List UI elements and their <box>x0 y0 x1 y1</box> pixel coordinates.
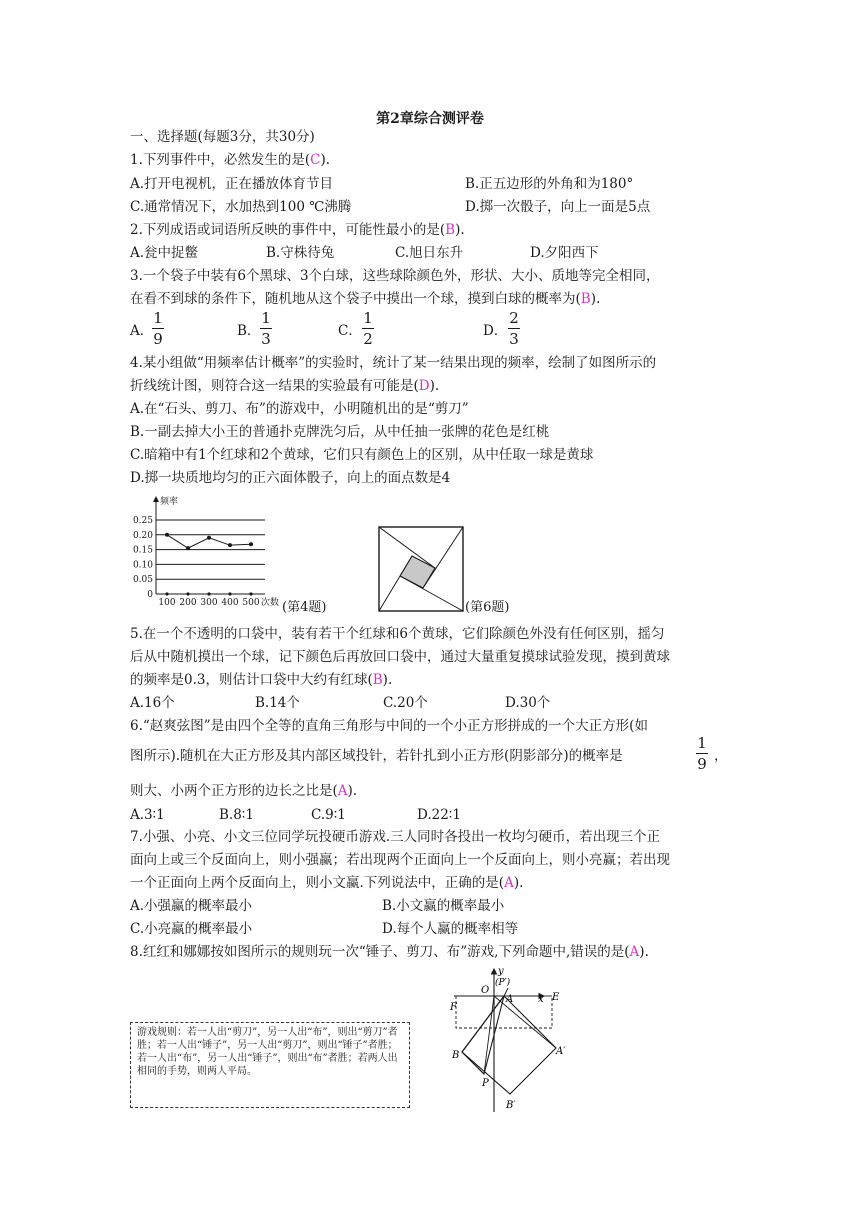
question-2-stem: 2.下列成语或词语所反映的事件中，可能性最小的是(B). <box>130 222 465 238</box>
q1-option-b: B.正五边形的外角和为180° <box>465 176 634 192</box>
chart-x-label: 次数 <box>261 598 280 608</box>
chart-y-tick-label: 0.10 <box>132 560 153 571</box>
question-4-line1: 4.某小组做“用频率估计概率”的实验时，统计了某一结果出现的频率，绘制了如图所示的 <box>130 355 657 371</box>
coordinate-figure <box>448 966 578 1114</box>
question-1-stem: 1.下列事件中，必然发生的是(C). <box>130 152 331 168</box>
label-a: A <box>506 994 514 1005</box>
question-5-line1: 5.在一个不透明的口袋中，装有若干个红球和6个黄球，它们除颜色外没有任何区别，摇匀 <box>130 626 665 642</box>
q3-option-d: D． <box>483 323 508 339</box>
answer-1: C <box>310 152 321 168</box>
question-8-line1: 8.红红和娜娜按如图所示的规则玩一次“锤子、剪刀、布”游戏,下列命题中,错误的是(A). <box>130 944 649 960</box>
q3-fraction-b: 1 3 <box>261 309 271 348</box>
chart-x-tick-dot <box>249 592 252 595</box>
square-oabp <box>462 996 504 1074</box>
question-6-comma: ， <box>714 748 728 764</box>
answer-4: D <box>418 378 430 394</box>
chart-data-point <box>249 542 253 546</box>
q1-option-c: C.通常情况下，水加热到100 ℃沸腾 <box>130 199 352 215</box>
q6-fraction: 1 9 <box>697 734 707 773</box>
chart-y-label: 频率 <box>160 497 179 507</box>
chart-x-tick-dot <box>165 592 168 595</box>
q3-option-b: B． <box>237 323 261 339</box>
chart-data-point <box>228 543 232 547</box>
question-3-line1: 3.一个袋子中装有6个黑球、3个白球，这些球除颜色外，形状、大小、质地等完全相同， <box>130 268 660 284</box>
label-ap: A′ <box>556 1046 566 1057</box>
q3-fraction-a: 1 9 <box>153 309 163 348</box>
chart-data-point <box>165 533 169 537</box>
label-pp: (P′) <box>495 978 511 988</box>
label-e: E <box>552 992 560 1003</box>
label-x: x <box>538 994 544 1005</box>
inner-shaded-square <box>400 556 435 588</box>
chart-x-tick-label: 100 <box>158 598 176 608</box>
chart-x-tick-label: 200 <box>179 598 197 608</box>
chart-y-arrow <box>153 496 159 502</box>
label-bp: B′ <box>506 1100 516 1111</box>
chart-x-tick-dot <box>207 592 210 595</box>
chart-data-point <box>207 536 211 540</box>
frequency-line-chart <box>120 490 300 610</box>
q7-option-b: B.小文赢的概率最小 <box>382 898 505 914</box>
answer-8: A <box>629 944 640 960</box>
q6-option-d: D.22∶1 <box>417 807 461 823</box>
chart-y-tick-label: 0 <box>147 590 153 600</box>
q3-option-c: C． <box>338 323 362 339</box>
figure-6-caption: (第6题) <box>465 600 510 615</box>
q2-option-c: C.旭日东升 <box>395 245 464 261</box>
q4-option-d: D.掷一块质地均匀的正六面体骰子，向上的面点数是4 <box>130 470 451 486</box>
zhao-shuang-diagram <box>378 526 464 612</box>
q2-option-d: D.夕阳西下 <box>530 245 599 261</box>
chart-x-tick-label: 400 <box>221 598 239 608</box>
q7-option-d: D.每个人赢的概率相等 <box>382 921 519 937</box>
game-rules-box: 游戏规则：若一人出“剪刀”，另一人出“布”，则出“剪刀”者胜；若一人出“锤子”，另一人出“剪刀”，则出“锤子”者胜；若一人出“布”，另一人出“锤子”，则出“布”者胜；若两人出相同的手势，则两人平局。 <box>130 1022 410 1108</box>
q5-option-b: B.14个 <box>255 695 300 711</box>
q4-option-a: A.在“石头、剪刀、布”的游戏中，小明随机出的是“剪刀” <box>130 401 469 417</box>
answer-2: B <box>445 222 456 238</box>
q3-fraction-d: 2 3 <box>509 309 519 348</box>
label-b: B <box>452 1050 460 1061</box>
page-title: 第2章综合测评卷 <box>376 111 484 127</box>
q2-option-b: B.守株待兔 <box>266 245 335 261</box>
label-o: O <box>481 985 490 996</box>
chart-y-tick-label: 0.20 <box>132 530 153 541</box>
chart-x-tick-dot <box>186 592 189 595</box>
chart-data-point <box>186 546 190 550</box>
q3-option-a: A． <box>130 323 154 339</box>
q5-option-c: C.20个 <box>383 695 428 711</box>
question-5-line3: 的频率是0.3，则估计口袋中大约有红球(B). <box>130 672 393 688</box>
question-6-line1: 6.“赵爽弦图”是由四个全等的直角三角形与中间的一个小正方形拼成的一个大正方形(如 <box>130 718 648 734</box>
chart-y-tick-label: 0.25 <box>132 516 153 526</box>
q5-option-d: D.30个 <box>505 695 551 711</box>
question-7-line3: 一个正面向上两个反面向上，则小文赢.下列说法中，正确的是(A). <box>130 875 524 891</box>
chart-x-tick-dot <box>228 592 231 595</box>
figure-4-caption: (第4题) <box>282 600 327 615</box>
answer-7: A <box>504 875 514 891</box>
q4-option-b: B.一副去掉大小王的普通扑克牌洗匀后，从中任抽一张牌的花色是红桃 <box>130 424 550 440</box>
q5-option-a: A.16个 <box>130 695 175 711</box>
q7-option-a: A.小强赢的概率最小 <box>130 898 253 914</box>
question-6-line2: 图所示).随机在大正方形及其内部区域投针，若针扎到小正方形(阴影部分)的概率是 <box>130 748 623 764</box>
question-5-line2: 后从中随机摸出一个球，记下颜色后再放回口袋中，通过大量重复摸球试验发现，摸到黄球 <box>130 649 670 665</box>
label-y: y <box>498 966 504 977</box>
label-f: F <box>450 1002 457 1013</box>
answer-6: A <box>337 783 348 799</box>
q6-option-b: B.8∶1 <box>219 807 254 823</box>
q1-option-a: A.打开电视机，正在播放体育节目 <box>130 176 334 192</box>
chart-x-tick-label: 300 <box>200 598 218 608</box>
question-7-line2: 面向上或三个反面向上，则小强赢；若出现两个正面向上一个反面向上，则小亮赢；若出现 <box>130 852 670 868</box>
q1-option-d: D.掷一次骰子，向上一面是5点 <box>465 199 651 215</box>
q4-option-c: C.暗箱中有1个红球和2个黄球，它们只有颜色上的区别，从中任取一球是黄球 <box>130 447 594 463</box>
q6-option-c: C.9∶1 <box>311 807 346 823</box>
q7-option-c: C.小亮赢的概率最小 <box>130 921 253 937</box>
chart-y-tick-label: 0.05 <box>132 575 153 586</box>
question-7-line1: 7.小强、小亮、小文三位同学玩投硬币游戏.三人同时各投出一枚均匀硬币，若出现三个正 <box>130 829 661 845</box>
label-p: P <box>482 1078 489 1089</box>
question-3-line2: 在看不到球的条件下，随机地从这个袋子中摸出一个球，摸到白球的概率为(B). <box>130 291 601 307</box>
question-4-line2: 折线统计图，则符合这一结果的实验最有可能是(D). <box>130 378 440 394</box>
q6-option-a: A.3∶1 <box>130 807 165 823</box>
question-6-line3: 则大、小两个正方形的边长之比是(A). <box>130 783 358 799</box>
chart-y-tick-label: 0.15 <box>132 545 153 556</box>
chart-x-tick-label: 500 <box>242 598 260 608</box>
q2-option-a: A.瓮中捉鳖 <box>130 245 199 261</box>
answer-5: B <box>372 672 383 688</box>
q3-fraction-c: 1 2 <box>363 309 373 348</box>
answer-3: B <box>580 291 591 307</box>
section-heading: 一、选择题(每题3分，共30分) <box>130 129 315 145</box>
